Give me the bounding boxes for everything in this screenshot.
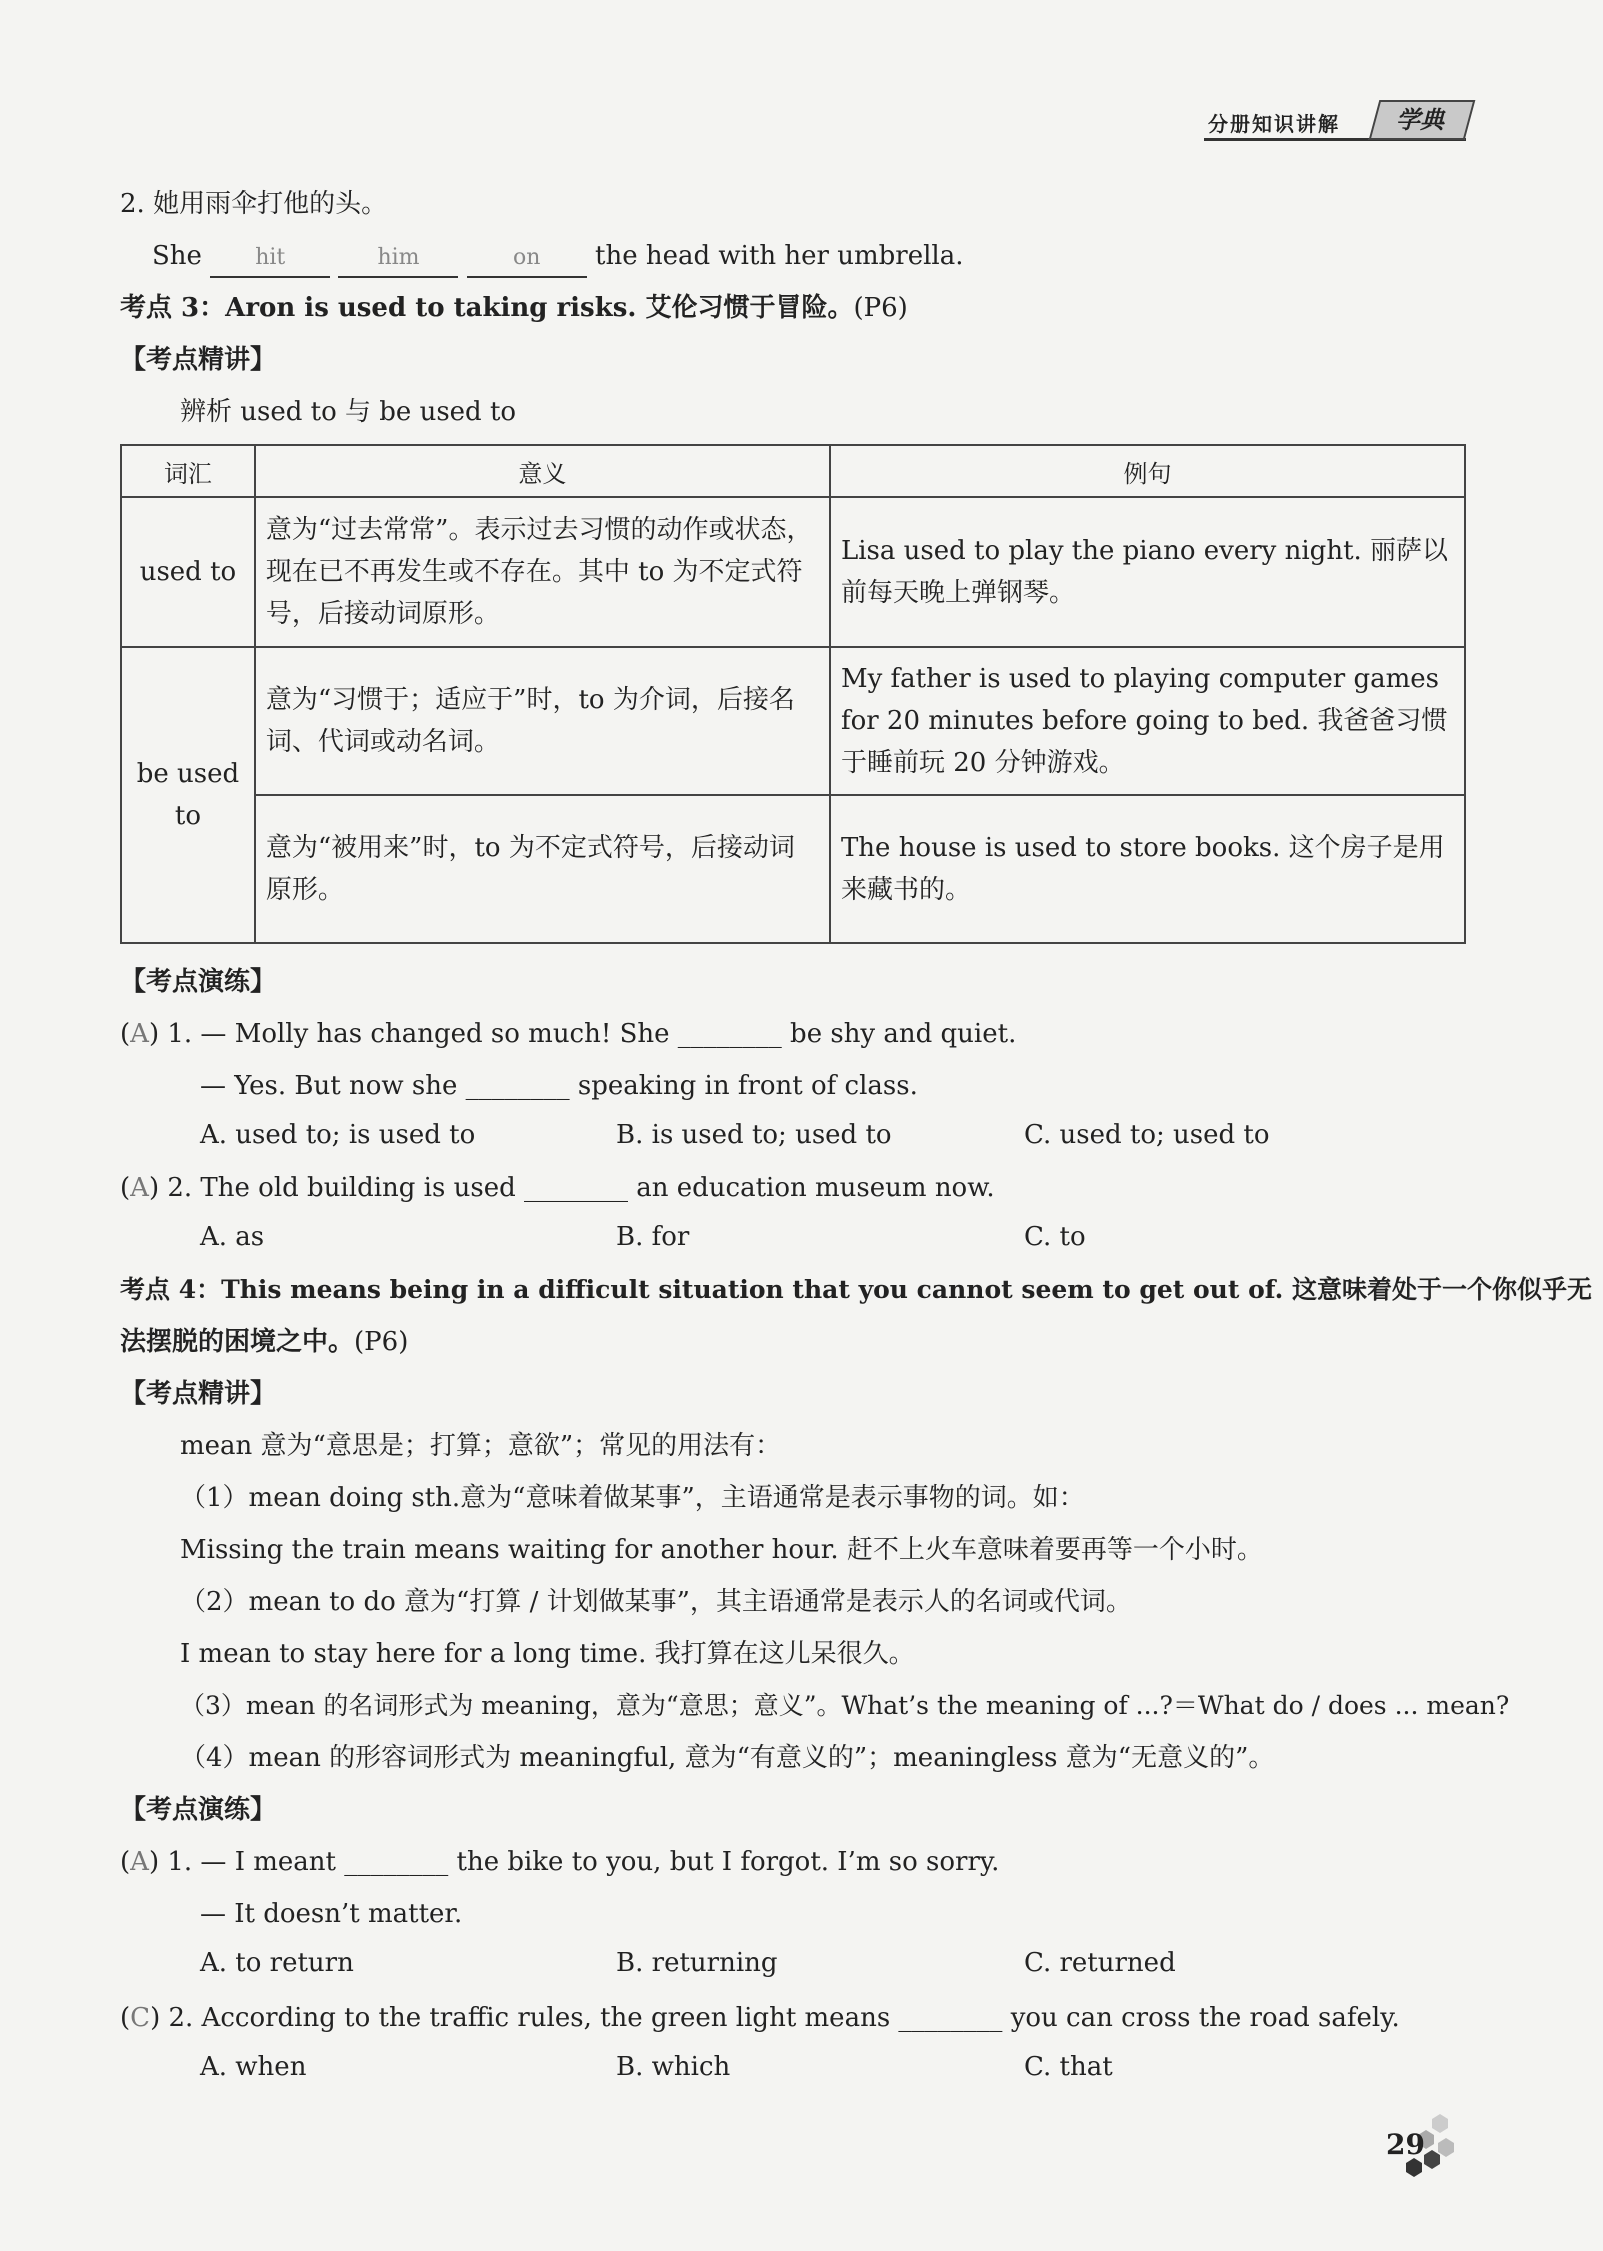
brand-logo: 学典: [1369, 100, 1476, 140]
q2-subject: She: [152, 241, 202, 271]
p3-ex1-line2: — Yes. But now she ________ speaking in front of class.: [200, 1071, 918, 1101]
option: A. used to; is used to: [200, 1120, 476, 1150]
option: B. is used to; used to: [616, 1120, 892, 1150]
point4-lecture-heading: 【考点精讲】: [120, 1379, 277, 1409]
p3-ex2-line1: (A) 2. The old building is used ________ an education museum now.: [120, 1173, 995, 1203]
point3-practice-heading: 【考点演练】: [120, 967, 277, 997]
page-number-block: [1380, 2110, 1460, 2190]
question-text: 1. — Molly has changed so much! She ________ be shy and quiet.: [167, 1019, 1017, 1049]
point4-line: （3）mean 的名词形式为 meaning，意为“意思；意义”。What’s the meaning of ...?＝What do / does ... mean?: [180, 1691, 1510, 1720]
table-row: [121, 497, 1465, 647]
q2-blank-3: on: [467, 240, 587, 278]
table-term: be used to: [121, 647, 255, 943]
point3-title-text: 考点 3：Aron is used to taking risks. 艾伦习惯于冒险。: [120, 293, 854, 323]
q2-blank-1: hit: [210, 240, 330, 278]
option: C. that: [1024, 2052, 1113, 2082]
point4-line: （2）mean to do 意为“打算 / 计划做某事”，其主语通常是表示人的名词或代词。: [180, 1587, 1132, 1617]
point3-lecture-heading: 【考点精讲】: [120, 345, 277, 375]
option: A. when: [200, 2052, 307, 2082]
table-header: 例句: [830, 445, 1465, 497]
question-text: 1. — I meant ________ the bike to you, but I forgot. I’m so sorry.: [167, 1847, 1000, 1877]
q2-tail: the head with her umbrella.: [595, 241, 964, 271]
point4-practice-heading: 【考点演练】: [120, 1795, 277, 1825]
point4-line: Missing the train means waiting for another hour. 赶不上火车意味着要再等一个小时。: [180, 1535, 1263, 1565]
answer-mark: A: [130, 1173, 149, 1203]
point4-line: mean 意为“意思是；打算；意欲”；常见的用法有：: [180, 1431, 782, 1461]
p4-ex2-line1: (C) 2. According to the traffic rules, the green light means ________ you can cross the road safely.: [120, 2003, 1400, 2033]
question-text: 2. According to the traffic rules, the green light means ________ you can cross the road safely.: [168, 2003, 1400, 2033]
table-header-row: [121, 445, 1465, 497]
table-row: [121, 647, 1465, 795]
q2-sentence: [152, 238, 964, 278]
table-meaning: 意为“过去常常”。表示过去习惯的动作或状态，现在已不再发生或不存在。其中 to 为不定式符号，后接动词原形。: [255, 497, 830, 647]
answer-mark: A: [130, 1847, 149, 1877]
point4-title-2-text: 法摆脱的困境之中。: [120, 1327, 355, 1357]
question-text: 2. The old building is used ________ an education museum now.: [167, 1173, 995, 1203]
running-header: [1204, 108, 1466, 141]
page-number: 29: [1386, 2128, 1425, 2161]
option: B. for: [616, 1222, 690, 1252]
table-term: used to: [121, 497, 255, 647]
point4-line: （1）mean doing sth.意为“意味着做某事”，主语通常是表示事物的词。如：: [180, 1483, 1085, 1513]
option: C. used to; used to: [1024, 1120, 1270, 1150]
option: A. as: [200, 1222, 265, 1252]
point3-title: [120, 290, 908, 326]
table-meaning: 意为“被用来”时，to 为不定式符号，后接动词原形。: [255, 795, 830, 943]
point3-intro: 辨析 used to 与 be used to: [180, 397, 517, 427]
table-example: Lisa used to play the piano every night. 丽萨以前每天晚上弹钢琴。: [830, 497, 1465, 647]
option: B. returning: [616, 1948, 778, 1978]
table-header: 意义: [255, 445, 830, 497]
usage-table: [120, 444, 1466, 944]
p3-ex1-line1: (A) 1. — Molly has changed so much! She ________ be shy and quiet.: [120, 1019, 1017, 1049]
q2-blank-2: him: [338, 240, 458, 278]
point4-page-ref: (P6): [354, 1327, 409, 1357]
point4-title-2: [120, 1324, 408, 1360]
answer-mark: A: [130, 1019, 149, 1049]
option: B. which: [616, 2052, 731, 2082]
point4-line: I mean to stay here for a long time. 我打算在这儿呆很久。: [180, 1639, 915, 1669]
point3-page-ref: (P6): [853, 293, 908, 323]
table-header: 词汇: [121, 445, 255, 497]
answer-mark: C: [130, 2003, 151, 2033]
header-label: 分册知识讲解: [1208, 112, 1340, 136]
p4-ex1-line2: — It doesn’t matter.: [200, 1899, 463, 1929]
option: C. returned: [1024, 1948, 1176, 1978]
p4-ex1-line1: (A) 1. — I meant ________ the bike to you, but I forgot. I’m so sorry.: [120, 1847, 1000, 1877]
table-row: [121, 795, 1465, 943]
option: C. to: [1024, 1222, 1086, 1252]
table-example: My father is used to playing computer games for 20 minutes before going to bed. 我爸爸习惯于睡前玩 20 分钟游戏。: [830, 647, 1465, 795]
table-meaning: 意为“习惯于；适应于”时，to 为介词，后接名词、代词或动名词。: [255, 647, 830, 795]
q2-prompt: 2. 她用雨伞打他的头。: [120, 189, 388, 219]
option: A. to return: [200, 1948, 354, 1978]
point4-line: （4）mean 的形容词形式为 meaningful, 意为“有意义的”；meaningless 意为“无意义的”。: [180, 1743, 1275, 1773]
point4-title-1: 考点 4：This means being in a difficult situation that you cannot seem to get out of. 这意味着处于一个你似乎无: [120, 1275, 1593, 1304]
table-example: The house is used to store books. 这个房子是用来藏书的。: [830, 795, 1465, 943]
